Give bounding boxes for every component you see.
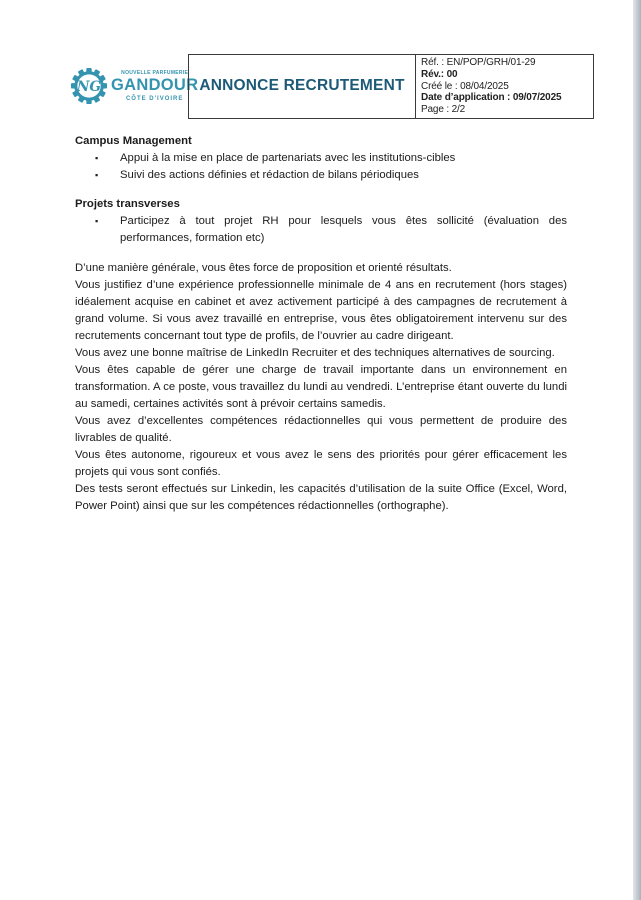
meta-page-number: Page : 2/2 bbox=[421, 104, 466, 116]
list-item bbox=[75, 150, 567, 167]
logo-tagline-top: NOUVELLE PARFUMERIE bbox=[121, 70, 189, 77]
document-body bbox=[75, 133, 567, 515]
paragraph: Des tests seront effectués sur Linkedin, les capacités d’utilisation de la suite Office (Excel, Word, Power Point) ainsi que sur les compétences rédactionnelles (orthographe). bbox=[75, 483, 567, 512]
meta-revision: Rév.: 00 bbox=[421, 68, 458, 80]
svg-text:NG: NG bbox=[76, 79, 102, 96]
document-meta-block bbox=[416, 55, 594, 119]
header-cartouche-table bbox=[188, 54, 594, 119]
logo-tagline-bottom: CÔTE D'IVOIRE bbox=[125, 95, 184, 102]
square-bullet-icon: ▪ bbox=[95, 153, 99, 163]
document-header bbox=[70, 54, 594, 119]
list-item bbox=[75, 213, 567, 247]
section-heading: Projets transverses bbox=[75, 198, 180, 210]
list-item-text: Suivi des actions définies et rédaction de bilans périodiques bbox=[120, 169, 419, 181]
paragraph: Vous êtes autonome, rigoureux et vous avez le sens des priorités pour gérer efficacement les projets qui vous sont confiés. bbox=[75, 449, 567, 478]
paragraph: Vous avez d’excellentes compétences rédactionnelles qui vous permettent de produire des livrables de qualité. bbox=[75, 415, 567, 444]
paragraph: Vous êtes capable de gérer une charge de travail importante dans un environnement en transformation. A ce poste, vous travaillez du lundi au vendredi. L’entreprise étant ouverte du lundi au samedi, certaines activités sont à prévoir certains samedis. bbox=[75, 364, 567, 410]
logo-wordmark bbox=[111, 71, 198, 102]
company-logo bbox=[70, 55, 199, 118]
meta-created-date: Créé le : 08/04/2025 bbox=[421, 80, 509, 92]
body-paragraphs bbox=[75, 260, 567, 515]
document-title: ANNONCE RECRUTEMENT bbox=[189, 55, 416, 119]
bullet-list bbox=[75, 150, 567, 184]
paragraph: Vous avez une bonne maîtrise de LinkedIn Recruiter et des techniques alternatives de sourcing. bbox=[75, 347, 555, 359]
square-bullet-icon: ▪ bbox=[95, 216, 99, 226]
section-campus-management bbox=[75, 133, 567, 184]
gear-logo-icon bbox=[70, 66, 108, 106]
list-item-text: Appui à la mise en place de partenariats avec les institutions-cibles bbox=[120, 152, 456, 164]
list-item-text: Participez à tout projet RH pour lesquels vous êtes sollicité (évaluation des performances, formation etc) bbox=[120, 215, 567, 244]
paragraph: D’une manière générale, vous êtes force de proposition et orienté résultats. bbox=[75, 262, 452, 274]
meta-reference: Réf. : EN/POP/GRH/01-29 bbox=[421, 57, 536, 68]
paragraph: Vous justifiez d’une expérience professionnelle minimale de 4 ans en recrutement (hors stages) idéalement acquise en cabinet et avez activement participé à des campagnes de recrutement à grand volume. Si vous avez travaillé en entreprise, vous êtes obligatoirement intervenu sur des recrutements concernant tout type de profils, de l’ouvrier au cadre dirigeant. bbox=[75, 279, 567, 342]
section-projets-transverses bbox=[75, 196, 567, 247]
page-edge-shadow bbox=[633, 0, 641, 900]
section-heading: Campus Management bbox=[75, 135, 192, 147]
bullet-list bbox=[75, 213, 567, 247]
logo-brand-name: GANDOUR bbox=[111, 76, 199, 95]
meta-application-date: Date d’application : 09/07/2025 bbox=[421, 92, 562, 104]
list-item bbox=[75, 167, 567, 184]
square-bullet-icon: ▪ bbox=[95, 170, 99, 180]
